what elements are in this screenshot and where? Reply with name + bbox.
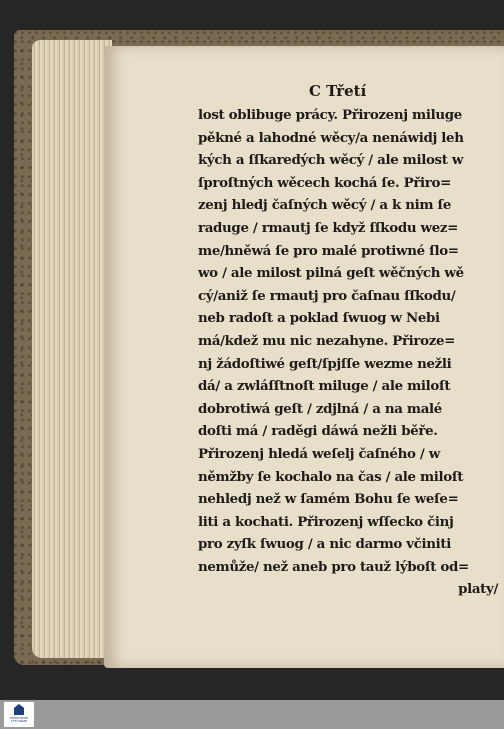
logo-emblem [14, 704, 24, 715]
text-line: má/kdež mu nic nezahyne. Přiroze= [198, 332, 455, 349]
text-line: pěkné a lahodné wěcy/a nenáwidj leh [198, 129, 464, 146]
text-line: dá/ a zwláſſtnoſt miluge / ale miloſt [198, 378, 451, 395]
text-line: nj žádoſtiwé geſt/ſpjſſe wezme nežli [198, 355, 452, 372]
text-line: wo / ale milost pilná geſt wěčných wě [198, 265, 464, 282]
logo-text: FRANKFURTER STIFTUNGEN [9, 717, 29, 723]
text-line: lost oblibuge prácy. Přirozenj miluge [198, 107, 462, 123]
text-line: doſti má / raděgi dáwá nežli běře. [198, 423, 438, 440]
text-line: kých a ſſkaredých wěcý / ale milost w [198, 152, 464, 169]
book-page [104, 46, 504, 668]
text-line: me/hněwá ſe pro malé protiwné ſlo= [198, 242, 459, 259]
text-line: Přirozenj hledá weſelj čaſného / w [198, 445, 440, 462]
text-line: liti a kochati. Přirozenj wſſecko činj [198, 513, 454, 530]
text-line: nemůže/ než aneb pro tauž lýboſt od= [198, 558, 469, 575]
text-line: neb radoſt a poklad ſwuog w Nebi [198, 310, 440, 327]
page-edges [32, 40, 112, 658]
text-line: ſproſtných wěcech kochá ſe. Přiro= [198, 174, 451, 191]
viewer-footer-bar [0, 700, 504, 729]
text-line: nehledj než w ſamém Bohu ſe weſe= [198, 491, 459, 508]
text-line: raduge / rmautj ſe když ſſkodu wez= [198, 219, 458, 236]
text-line-last: platy/ [458, 581, 498, 598]
text-line: zenj hledj čaſných wěcý / a k nim ſe [198, 197, 452, 214]
running-head: C Třetí [309, 82, 367, 100]
text-line: pro zyſk ſwuog / a nic darmo včiniti [198, 536, 451, 553]
text-line: dobrotiwá geſt / zdjlná / a na malé [198, 400, 442, 417]
library-logo-icon[interactable] [4, 702, 34, 727]
text-line: němžby ſe kochalo na čas / ale miloſt [198, 468, 464, 485]
text-block [198, 104, 498, 601]
text-line: cý/aniž ſe rmautj pro čaſnau ſſkodu/ [198, 287, 456, 304]
